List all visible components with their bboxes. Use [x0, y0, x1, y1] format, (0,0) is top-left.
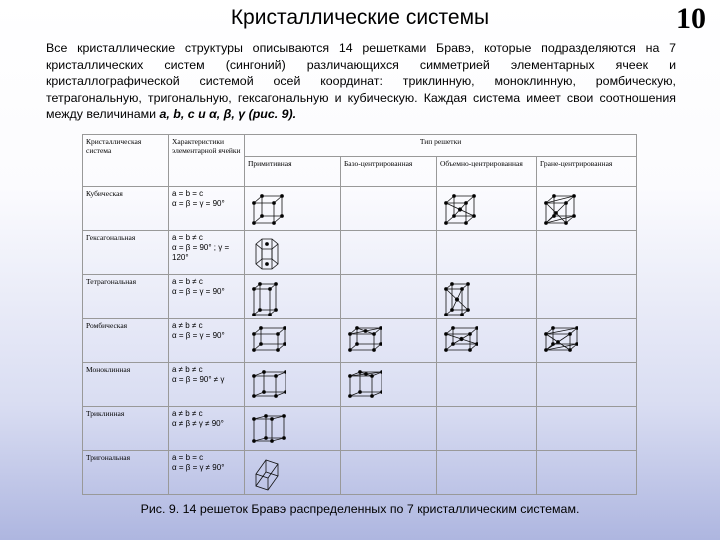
hexagonal-prism-icon: [248, 234, 286, 272]
angle-relation: α = β = γ ≠ 90°: [172, 463, 225, 472]
cell-relations: [169, 451, 245, 495]
bravais-table: [82, 134, 637, 495]
system-name: Тетрагональная: [83, 275, 169, 319]
table-row: [83, 187, 637, 231]
angle-relation: α = β = 90° ≠ γ: [172, 375, 225, 384]
cell-relations: [169, 407, 245, 451]
lattice-cell: [537, 187, 637, 231]
edge-relation: a = b = c: [172, 453, 204, 462]
angle-relation: α ≠ β ≠ γ ≠ 90°: [172, 419, 224, 428]
system-name: Кубическая: [83, 187, 169, 231]
header-lattice-type: Тип решетки: [245, 135, 637, 157]
angle-relation: α = β = γ = 90°: [172, 199, 225, 208]
system-name: Моноклинная: [83, 363, 169, 407]
lattice-cell: [437, 231, 537, 275]
lattice-cell: [437, 275, 537, 319]
table-header-row: [83, 135, 637, 157]
lattice-cell: [537, 451, 637, 495]
cube-primitive-icon: [248, 190, 286, 228]
edge-relation: a = b = c: [172, 189, 204, 198]
lattice-cell: [537, 231, 637, 275]
header-base: Базо-центрированная: [341, 157, 437, 187]
tetragonal-body-centered-icon: [440, 278, 478, 316]
lattice-cell: [537, 363, 637, 407]
lattice-cell: [245, 363, 341, 407]
cell-relations: [169, 363, 245, 407]
edge-relation: a = b ≠ c: [172, 233, 203, 242]
cell-relations: [169, 187, 245, 231]
intro-paragraph: [46, 40, 676, 123]
lattice-cell: [341, 363, 437, 407]
monoclinic-base-centered-icon: [344, 366, 382, 404]
lattice-cell: [537, 319, 637, 363]
table-row: [83, 275, 637, 319]
page-title: Кристаллические системы: [230, 6, 490, 29]
cube-body-centered-icon: [440, 190, 478, 228]
table-row: [83, 319, 637, 363]
cube-face-centered-icon: [540, 190, 578, 228]
header-face: Гране-центрированная: [537, 157, 637, 187]
angle-relation: α = β = γ = 90°: [172, 287, 225, 296]
lattice-cell: [537, 275, 637, 319]
figure-caption: Рис. 9. 14 решеток Бравэ распределенных по 7 кристаллическим системам.: [140, 502, 580, 516]
header-system: Кристаллическая система: [83, 135, 169, 187]
lattice-cell: [341, 407, 437, 451]
tetragonal-primitive-icon: [248, 278, 286, 316]
header-body: Объемно-центрированная: [437, 157, 537, 187]
orthorhombic-base-centered-icon: [344, 322, 382, 360]
lattice-cell: [437, 187, 537, 231]
lattice-cell: [245, 319, 341, 363]
trigonal-primitive-icon: [248, 454, 286, 492]
lattice-cell: [437, 363, 537, 407]
lattice-cell: [245, 187, 341, 231]
system-name: Гексагональная: [83, 231, 169, 275]
lattice-cell: [341, 275, 437, 319]
lattice-cell: [437, 407, 537, 451]
header-cell: Характеристики элементарной ячейки: [169, 135, 245, 187]
angle-relation: α = β = γ = 90°: [172, 331, 225, 340]
lattice-cell: [245, 407, 341, 451]
monoclinic-primitive-icon: [248, 366, 286, 404]
table-row: [83, 407, 637, 451]
lattice-cell: [245, 451, 341, 495]
lattice-cell: [437, 451, 537, 495]
cell-relations: [169, 319, 245, 363]
table-row: [83, 451, 637, 495]
system-name: Ромбическая: [83, 319, 169, 363]
lattice-cell: [245, 275, 341, 319]
cell-relations: [169, 231, 245, 275]
angle-relation: α = β = 90° ; γ = 120°: [172, 243, 230, 262]
orthorhombic-primitive-icon: [248, 322, 286, 360]
system-name: Тригональная: [83, 451, 169, 495]
lattice-cell: [245, 231, 341, 275]
lattice-cell: [341, 451, 437, 495]
lattice-cell: [537, 407, 637, 451]
edge-relation: a = b ≠ c: [172, 277, 203, 286]
lattice-cell: [341, 187, 437, 231]
cell-relations: [169, 275, 245, 319]
page-number: 10: [676, 2, 706, 35]
lattice-cell: [341, 231, 437, 275]
header-primitive: Примитивная: [245, 157, 341, 187]
triclinic-primitive-icon: [248, 410, 286, 448]
edge-relation: a ≠ b ≠ c: [172, 321, 203, 330]
lattice-cell: [437, 319, 537, 363]
table-row: [83, 363, 637, 407]
lattice-cell: [341, 319, 437, 363]
intro-text: Все кристаллические структуры описываются 14 решетками Бравэ, которые подразделяются на 7 кристаллических систем (сингоний) различающихся симметрией элементарных ячеек и кристаллографической системой осей координат: триклинную, моноклинную, ромбическую, тетрагональную, тригональную, гексагональную и кубическую. Каждая система имеет свои соотношения между величинами: [46, 41, 676, 122]
intro-figure-ref: (рис. 9).: [248, 107, 297, 122]
orthorhombic-face-centered-icon: [540, 322, 578, 360]
orthorhombic-body-centered-icon: [440, 322, 478, 360]
system-name: Триклинная: [83, 407, 169, 451]
edge-relation: a ≠ b ≠ c: [172, 409, 203, 418]
table-row: [83, 231, 637, 275]
intro-variables: a, b, c и α, β, γ: [159, 107, 246, 122]
edge-relation: a ≠ b ≠ c: [172, 365, 203, 374]
